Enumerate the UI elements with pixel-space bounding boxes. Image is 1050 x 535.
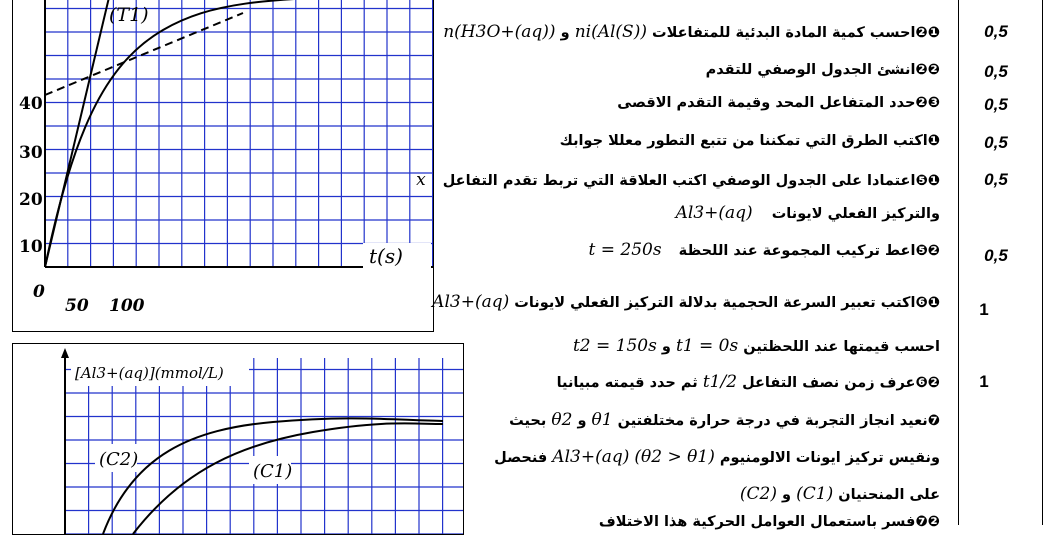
q12-math-ni-al: ni(Al(S)) <box>574 22 647 42</box>
q7-theta1: θ1 <box>591 410 613 430</box>
question-7-line2 <box>494 447 940 467</box>
points-q25: 0,5 <box>984 246 1008 265</box>
graph2-y-axis-label: [Al3+(aq)](mmol/L) <box>75 364 224 382</box>
q7-and2: و <box>782 487 792 503</box>
q7-text3: على المنحنيان <box>838 487 940 503</box>
graph1-ytick-20: 20 <box>19 190 43 210</box>
q15-text: اعتمادا على الجدول الوصفي اكتب العلاقة التي تربط تقدم التفاعل <box>442 173 916 189</box>
points-q15: 0,5 <box>984 170 1008 189</box>
q7-and: و <box>577 413 587 429</box>
points-q12: 0,5 <box>984 22 1008 41</box>
marker-12: ❶❷ <box>915 25 940 41</box>
q15-text2: والتركيز الفعلي لايونات <box>771 206 940 222</box>
marker-25: ❷❺ <box>915 243 940 259</box>
q16-text2: احسب قيمتها عند اللحظتين <box>743 339 940 355</box>
q12-math-n-h3o: n(H3O+(aq)) <box>443 22 556 42</box>
graph1-x-axis-label: t(s) <box>369 244 403 268</box>
q16-and: و <box>661 339 671 355</box>
question-7 <box>509 410 940 430</box>
graph2-y-arrow <box>61 348 69 358</box>
graph1-origin: 0 <box>33 282 45 302</box>
question-2-5 <box>589 240 940 260</box>
question-2-6 <box>557 372 940 392</box>
q26-t12: t1/2 <box>702 372 738 392</box>
question-2-7 <box>599 514 940 530</box>
points-q16: 1 <box>979 300 989 319</box>
q12-and: و <box>560 25 570 41</box>
q7-c2: (C2) <box>739 484 777 504</box>
marker-26: ❷❻ <box>915 375 940 391</box>
graph1-curve-label: (T1) <box>109 4 149 26</box>
q22-text: انشئ الجدول الوصفي للتقدم <box>705 62 916 78</box>
q27-text: فسر باستعمال العوامل الحركية هذا الاختلاف <box>598 514 916 530</box>
question-7-line3 <box>740 484 940 504</box>
q15-x: x <box>416 170 426 190</box>
q7-theta2: θ2 <box>551 410 573 430</box>
q7-cond: (θ2 > θ1) <box>634 447 715 467</box>
question-1-6 <box>432 292 940 312</box>
graph1-ytick-40: 40 <box>19 94 43 114</box>
marker-15: ❶❺ <box>915 173 940 189</box>
question-1-5-line2 <box>676 203 940 223</box>
marker-27: ❷❼ <box>915 514 940 530</box>
graph1-ytick-10: 10 <box>19 237 43 257</box>
marker-1: ❶ <box>927 133 940 149</box>
question-2-2 <box>706 62 940 78</box>
graph1-tangent-t1 <box>45 0 111 267</box>
question-1 <box>560 133 940 149</box>
q16-ion: Al3+(aq) <box>432 292 510 312</box>
graph2-c1-label: (C1) <box>253 461 293 482</box>
graph1-xtick-50: 50 <box>65 296 89 316</box>
q12-text: احسب كمية المادة البدئية للمتفاعلات <box>652 25 916 41</box>
q7-text2: ونقيس تركيز ايونات الالومنيوم <box>719 450 940 466</box>
q7-text: نعيد انجاز التجربة في درجة حرارة مختلفتين <box>617 413 928 429</box>
points-q26: 1 <box>979 372 989 391</box>
q32-text: حدد المتفاعل المحد وقيمة التقدم الاقصى <box>617 95 916 111</box>
points-q32: 0,5 <box>984 95 1008 114</box>
q16-t1: t1 = 0s <box>675 336 739 356</box>
marker-16: ❶❻ <box>915 295 940 311</box>
question-1-2 <box>443 22 940 42</box>
table-divider-left <box>958 0 959 525</box>
q7-because: بحيث <box>509 413 547 429</box>
q1-text: اكتب الطرق التي تمكننا من تتبع التطور معللا جوابك <box>559 133 928 149</box>
q7-c1: (C1) <box>796 484 834 504</box>
graph1-svg <box>13 0 433 331</box>
graph1-curve <box>45 0 433 267</box>
graph1-grid <box>45 0 433 267</box>
graph2-svg <box>13 344 463 534</box>
marker-32: ❸❷ <box>915 95 940 111</box>
q7-get: فنحصل <box>494 450 548 466</box>
marker-22: ❷❷ <box>915 62 940 78</box>
marker-7: ❼ <box>927 413 940 429</box>
graph2-c2-label: (C2) <box>99 449 139 470</box>
question-1-6-line2 <box>573 336 940 356</box>
table-divider-right <box>1042 0 1043 525</box>
graph1-ytick-30: 30 <box>19 143 43 163</box>
q26-rest: ثم حدد قيمته مبيانيا <box>556 375 698 391</box>
q16-t2: t2 = 150s <box>572 336 657 356</box>
q7-ion: Al3+(aq) <box>552 447 630 467</box>
graph-concentration-curves <box>12 343 464 535</box>
graph1-xtick-100: 100 <box>109 296 145 316</box>
question-1-5 <box>416 170 940 190</box>
q26-text: عرف زمن نصف التفاعل <box>742 375 916 391</box>
points-q1: 0,5 <box>984 133 1008 152</box>
q15-ion: Al3+(aq) <box>675 203 753 223</box>
q25-time: t = 250s <box>588 240 662 260</box>
graph-progress-curve <box>12 0 434 332</box>
q16-text: اكتب تعبير السرعة الحجمية بدلالة التركيز الفعلي لايونات <box>514 295 916 311</box>
points-q22: 0,5 <box>984 62 1008 81</box>
q25-text: اعط تركيب المجموعة عند اللحظة <box>678 243 916 259</box>
question-3-2 <box>617 95 940 111</box>
